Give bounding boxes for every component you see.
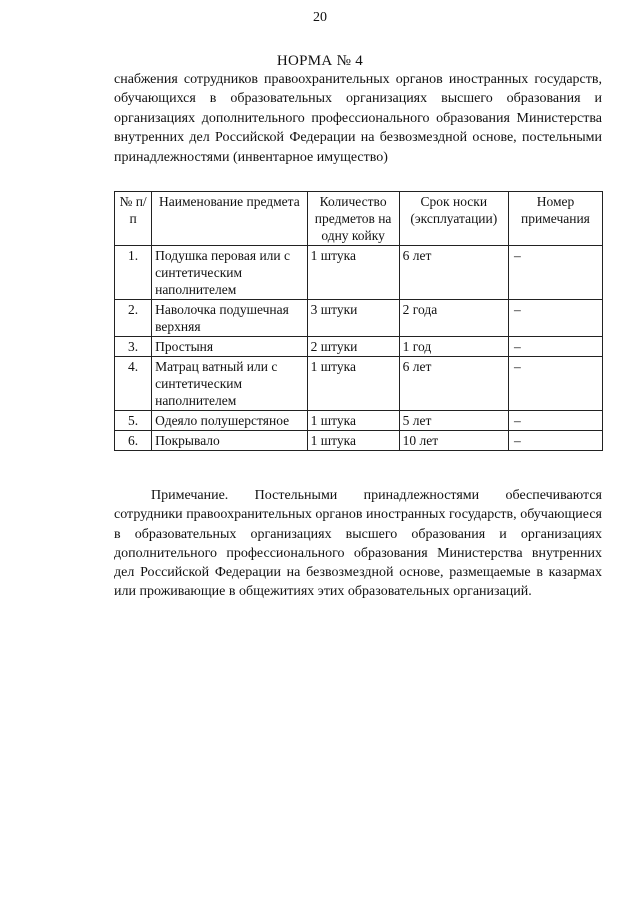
row-number: 5. xyxy=(115,411,152,431)
row-term: 6 лет xyxy=(399,246,508,300)
row-term: 2 года xyxy=(399,300,508,337)
page-number: 20 xyxy=(313,10,327,25)
table-row xyxy=(115,411,603,431)
header-note-number: Номер примечания xyxy=(508,192,602,246)
row-note: – xyxy=(508,337,602,357)
row-note: – xyxy=(508,246,602,300)
table-row xyxy=(115,431,603,451)
header-quantity: Количество предметов на одну койку xyxy=(307,192,399,246)
row-quantity: 3 штуки xyxy=(307,300,399,337)
header-term: Срок носки (эксплуатации) xyxy=(399,192,508,246)
row-quantity: 1 штука xyxy=(307,357,399,411)
intro-paragraph: снабжения сотрудников правоохранительных органов иностранных государств, обучающихся в образовательных организациях высшего образования и организациях дополнительного профессионального образования Министерства внутренних дел Российской Федерации на безвозмездной основе, постельными принадлежностями (инвентарное имущество) xyxy=(114,72,602,165)
row-number: 2. xyxy=(115,300,152,337)
row-item-name: Покрывало xyxy=(152,431,307,451)
row-note: – xyxy=(508,300,602,337)
row-number: 4. xyxy=(115,357,152,411)
table-row xyxy=(115,337,603,357)
row-term: 1 год xyxy=(399,337,508,357)
row-quantity: 1 штука xyxy=(307,431,399,451)
header-item-name: Наименование предмета xyxy=(152,192,307,246)
row-quantity: 1 штука xyxy=(307,246,399,300)
norm-table xyxy=(114,191,603,451)
row-item-name: Матрац ватный или с синтетическим наполнителем xyxy=(152,357,307,411)
row-item-name: Простыня xyxy=(152,337,307,357)
row-item-name: Подушка перовая или с синтетическим наполнителем xyxy=(152,246,307,300)
table-header-row xyxy=(115,192,603,246)
row-item-name: Одеяло полушерстяное xyxy=(152,411,307,431)
table-row xyxy=(115,357,603,411)
table-row xyxy=(115,246,603,300)
header-number: № п/п xyxy=(115,192,152,246)
row-note: – xyxy=(508,357,602,411)
row-number: 1. xyxy=(115,246,152,300)
document-title: НОРМА № 4 xyxy=(276,53,364,69)
row-term: 5 лет xyxy=(399,411,508,431)
row-note: – xyxy=(508,431,602,451)
row-note: – xyxy=(508,411,602,431)
row-number: 3. xyxy=(115,337,152,357)
row-term: 10 лет xyxy=(399,431,508,451)
row-quantity: 2 штуки xyxy=(307,337,399,357)
note-text: Примечание. Постельными принадлежностями обеспечиваются сотрудники правоохранительных органов иностранных государств, обучающиеся в образовательных организациях высшего образования и организациях дополнительного профессионального образования Министерства внутренних дел Российской Федерации на безвозмездной основе, размещаемые в казармах или проживающие в общежитиях этих образовательных организаций. xyxy=(114,488,602,600)
row-quantity: 1 штука xyxy=(307,411,399,431)
note-paragraph xyxy=(114,486,602,602)
row-term: 6 лет xyxy=(399,357,508,411)
table-row xyxy=(115,300,603,337)
row-number: 6. xyxy=(115,431,152,451)
row-item-name: Наволочка подушечная верхняя xyxy=(152,300,307,337)
